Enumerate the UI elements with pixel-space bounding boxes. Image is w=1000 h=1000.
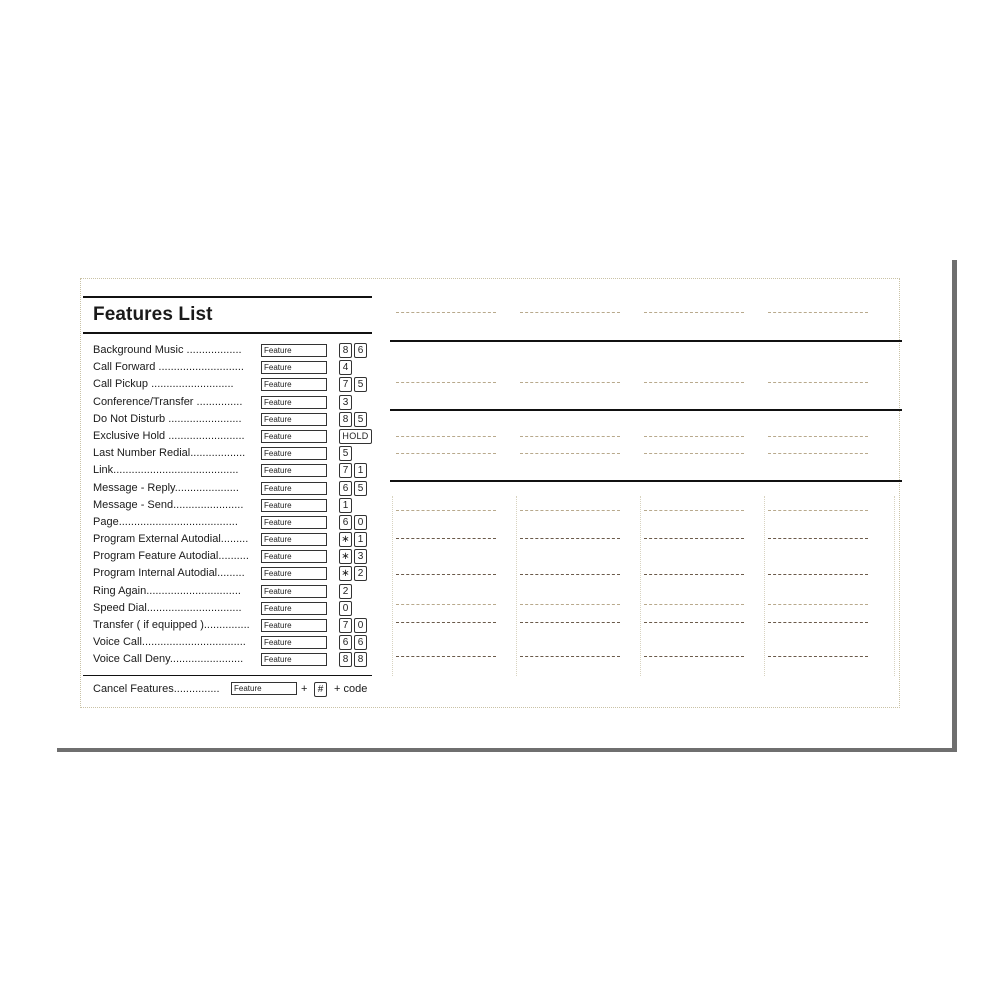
feature-button[interactable]: Feature <box>261 567 327 580</box>
write-in-line <box>396 382 496 383</box>
feature-button[interactable]: Feature <box>261 430 327 443</box>
feature-code-keys <box>339 601 352 616</box>
column-divider <box>640 496 641 676</box>
dial-key[interactable]: 6 <box>339 515 352 530</box>
feature-button[interactable]: Feature <box>261 378 327 391</box>
column-divider <box>894 496 895 676</box>
write-in-line <box>396 622 496 623</box>
feature-button[interactable]: Feature <box>261 344 327 357</box>
write-in-line <box>520 436 620 437</box>
blank-label-grid <box>388 278 902 706</box>
write-in-line <box>644 622 744 623</box>
write-in-line <box>644 312 744 313</box>
feature-label: Exclusive Hold ......................... <box>93 429 245 442</box>
feature-code-keys <box>339 584 352 599</box>
feature-code-keys <box>339 446 352 461</box>
dial-key[interactable]: ∗ <box>339 549 352 564</box>
write-in-line <box>396 604 496 605</box>
write-in-line <box>768 574 868 575</box>
feature-button[interactable]: Feature <box>261 653 327 666</box>
dial-key[interactable]: 6 <box>339 481 352 496</box>
feature-row <box>83 617 375 634</box>
write-in-line <box>768 622 868 623</box>
write-in-line <box>644 538 744 539</box>
feature-label: Do Not Disturb ........................ <box>93 412 242 425</box>
feature-button[interactable]: Feature <box>261 447 327 460</box>
dial-key[interactable]: 8 <box>339 343 352 358</box>
dial-key[interactable]: 1 <box>354 463 367 478</box>
dial-key[interactable]: 3 <box>339 395 352 410</box>
feature-label: Page....................................... <box>93 515 238 528</box>
feature-row <box>83 497 375 514</box>
dial-key[interactable]: 8 <box>339 412 352 427</box>
write-in-line <box>768 538 868 539</box>
column-divider <box>764 496 765 676</box>
feature-label: Program Feature Autodial.......... <box>93 550 249 563</box>
cancel-features-row <box>83 678 375 700</box>
feature-label: Message - Send....................... <box>93 498 244 511</box>
write-in-line <box>520 622 620 623</box>
feature-code-keys <box>339 429 372 444</box>
dial-key[interactable]: 6 <box>354 635 367 650</box>
write-in-line <box>520 604 620 605</box>
cancel-feature-button[interactable]: Feature <box>231 682 297 695</box>
feature-row <box>83 428 375 445</box>
feature-button[interactable]: Feature <box>261 550 327 563</box>
cancel-features-label: Cancel Features............... <box>93 682 220 695</box>
dial-key[interactable]: 0 <box>354 618 367 633</box>
feature-code-keys <box>339 618 367 633</box>
write-in-line <box>396 436 496 437</box>
write-in-line <box>644 453 744 454</box>
feature-code-keys <box>339 652 367 667</box>
write-in-line <box>644 382 744 383</box>
feature-code-keys <box>339 395 352 410</box>
dial-key[interactable]: ∗ <box>339 532 352 547</box>
title-bottom-rule <box>83 332 372 334</box>
write-in-line <box>520 312 620 313</box>
dial-key[interactable]: 7 <box>339 377 352 392</box>
dial-key[interactable]: 2 <box>339 584 352 599</box>
feature-code-keys <box>339 377 367 392</box>
write-in-line <box>768 604 868 605</box>
feature-label: Link......................................... <box>93 464 239 477</box>
write-in-line <box>396 453 496 454</box>
feature-code-keys <box>339 412 367 427</box>
feature-label: Background Music .................. <box>93 344 242 356</box>
write-in-line <box>396 312 496 313</box>
write-in-line <box>520 510 620 511</box>
write-in-line <box>644 604 744 605</box>
feature-button[interactable]: Feature <box>261 533 327 546</box>
dial-key[interactable]: 1 <box>354 532 367 547</box>
dial-key[interactable]: 7 <box>339 463 352 478</box>
feature-button[interactable]: Feature <box>261 619 327 632</box>
feature-button[interactable]: Feature <box>261 585 327 598</box>
dial-key[interactable]: 6 <box>354 343 367 358</box>
write-in-line <box>396 656 496 657</box>
write-in-line <box>644 656 744 657</box>
write-in-line <box>644 574 744 575</box>
plus-code-label: + code <box>334 682 368 695</box>
write-in-line <box>520 574 620 575</box>
dial-key[interactable]: 2 <box>354 566 367 581</box>
feature-label: Call Pickup ........................... <box>93 378 234 391</box>
column-divider <box>516 496 517 676</box>
feature-button[interactable]: Feature <box>261 499 327 512</box>
write-in-line <box>520 656 620 657</box>
grid-rule-1 <box>390 340 902 342</box>
title-top-rule <box>83 296 372 298</box>
column-divider <box>392 496 393 676</box>
feature-code-keys <box>339 635 367 650</box>
feature-button[interactable]: Feature <box>261 602 327 615</box>
feature-row <box>83 565 375 582</box>
write-in-line <box>396 510 496 511</box>
grid-rule-3 <box>390 480 902 482</box>
dial-key[interactable]: 5 <box>339 446 352 461</box>
dial-key[interactable]: 0 <box>339 601 352 616</box>
write-in-line <box>768 453 868 454</box>
feature-label: Program External Autodial......... <box>93 533 249 546</box>
dial-key[interactable]: 8 <box>339 652 352 667</box>
feature-code-keys <box>339 549 367 564</box>
write-in-line <box>644 510 744 511</box>
write-in-line <box>768 312 868 313</box>
dial-key[interactable]: 8 <box>354 652 367 667</box>
write-in-line <box>396 538 496 539</box>
write-in-line <box>396 574 496 575</box>
feature-button[interactable]: Feature <box>261 361 327 374</box>
feature-button[interactable]: Feature <box>261 636 327 649</box>
feature-button[interactable]: Feature <box>261 396 327 409</box>
plus-sign: + <box>301 682 308 695</box>
feature-label: Ring Again............................... <box>93 584 241 597</box>
feature-label: Speed Dial............................... <box>93 601 242 614</box>
feature-row <box>83 548 375 565</box>
feature-row <box>83 394 375 411</box>
dial-key[interactable]: 0 <box>354 515 367 530</box>
feature-button[interactable]: Feature <box>261 413 327 426</box>
write-in-line <box>768 656 868 657</box>
feature-row <box>83 514 375 531</box>
feature-label: Message - Reply..................... <box>93 481 239 494</box>
dial-key[interactable]: 5 <box>354 412 367 427</box>
feature-row <box>83 376 375 393</box>
write-in-line <box>644 436 744 437</box>
cancel-divider <box>83 675 372 676</box>
feature-row <box>83 651 375 668</box>
write-in-line <box>520 382 620 383</box>
grid-rule-2 <box>390 409 902 411</box>
feature-row <box>83 480 375 497</box>
feature-label: Conference/Transfer ............... <box>93 395 243 408</box>
write-in-line <box>768 382 868 383</box>
feature-row <box>83 342 375 359</box>
feature-row <box>83 359 375 376</box>
dial-key[interactable]: 5 <box>354 377 367 392</box>
feature-code-keys <box>339 566 367 581</box>
feature-row <box>83 531 375 548</box>
hash-key[interactable]: # <box>314 682 327 697</box>
feature-label: Voice Call Deny........................ <box>93 653 244 666</box>
dial-key[interactable]: 4 <box>339 360 352 375</box>
write-in-line <box>768 510 868 511</box>
feature-rows <box>83 342 375 669</box>
write-in-line <box>520 453 620 454</box>
write-in-line <box>520 538 620 539</box>
feature-code-keys <box>339 343 367 358</box>
feature-button[interactable]: Feature <box>261 516 327 529</box>
features-list-panel <box>83 296 375 700</box>
feature-row <box>83 583 375 600</box>
dial-key[interactable]: 7 <box>339 618 352 633</box>
hold-key[interactable]: HOLD <box>339 429 372 444</box>
feature-button[interactable]: Feature <box>261 464 327 477</box>
feature-code-keys <box>339 532 367 547</box>
feature-button[interactable]: Feature <box>261 482 327 495</box>
feature-row <box>83 634 375 651</box>
feature-label: Call Forward ............................ <box>93 361 244 374</box>
feature-row <box>83 462 375 479</box>
feature-label: Last Number Redial.................. <box>93 447 246 460</box>
feature-label: Transfer ( if equipped )............... <box>93 619 250 631</box>
dial-key[interactable]: 3 <box>354 549 367 564</box>
feature-code-keys <box>339 515 367 530</box>
write-in-line <box>768 436 868 437</box>
feature-label: Voice Call.................................. <box>93 636 246 649</box>
feature-code-keys <box>339 360 352 375</box>
feature-row <box>83 445 375 462</box>
features-list-title: Features List <box>93 304 213 325</box>
feature-row <box>83 411 375 428</box>
dial-key[interactable]: 6 <box>339 635 352 650</box>
feature-row <box>83 600 375 617</box>
feature-code-keys <box>339 498 352 513</box>
dial-key[interactable]: ∗ <box>339 566 352 581</box>
feature-code-keys <box>339 463 367 478</box>
feature-label: Program Internal Autodial......... <box>93 567 245 580</box>
dial-key[interactable]: 1 <box>339 498 352 513</box>
feature-code-keys <box>339 481 367 496</box>
dial-key[interactable]: 5 <box>354 481 367 496</box>
